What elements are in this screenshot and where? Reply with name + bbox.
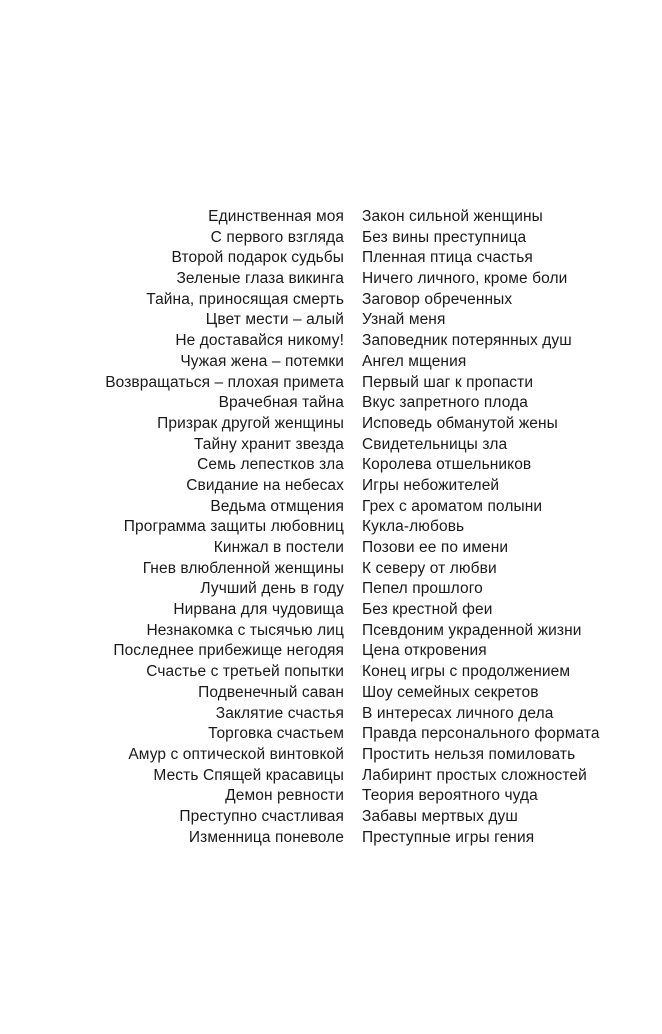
book-title: Врачебная тайна [218,394,344,412]
book-title: Зеленые глаза викинга [176,270,344,288]
book-title: Кинжал в постели [213,539,344,556]
book-title: Шоу семейных секретов [362,683,539,701]
book-title: Конец игры с продолжением [362,663,571,681]
book-title: Торговка счастьем [208,725,344,743]
book-title: Исповедь обманутой жены [362,414,558,432]
title-list-right [362,207,600,848]
book-title: Свидание на небесах [186,476,344,494]
book-title: Свидетельницы зла [362,435,508,453]
book-title: Теория вероятного чуда [362,787,538,805]
book-title: Чужая жена – потемки [180,352,344,370]
book-title: Без крестной феи [362,601,493,619]
book-title: Второй подарок судьбы [171,249,344,267]
book-title: Демон ревности [225,787,344,805]
book-title: Изменница поневоле [188,828,344,846]
book-title: Псевдоним украденной жизни [362,621,582,639]
book-title: Тайну хранит звезда [193,435,344,453]
book-title: Возвращаться – плохая примета [105,373,344,391]
book-title: Семь лепестков зла [197,456,344,474]
book-title: Гнев влюбленной женщины [142,559,344,577]
book-title: К северу от любви [362,559,497,577]
book-title: С первого взгляда [210,228,344,246]
book-title: Подвенечный саван [198,683,344,701]
book-title: Цена откровения [362,642,487,660]
book-title: Преступные игры гения [362,828,535,846]
book-title: Без вины преступница [362,228,527,246]
book-title: Последнее прибежище негодяя [113,642,344,660]
book-title: Правда персонального формата [362,725,600,743]
book-title: Первый шаг к пропасти [362,373,534,391]
title-list-left [105,207,344,848]
book-title: Месть Спящей красавицы [153,766,344,784]
book-title: Лучший день в году [200,580,344,598]
book-title: Ангел мщения [362,352,467,370]
book-title: Счастье с третьей попытки [146,663,344,681]
book-title: Ведьма отмщения [210,497,344,515]
book-title: Игры небожителей [362,476,500,494]
book-title: Заклятие счастья [215,704,344,722]
book-title: Заговор обреченных [362,290,513,308]
book-title: Королева отшельников [362,456,532,474]
book-title: Единственная моя [208,208,344,225]
book-title: Забавы мертвых душ [362,807,518,825]
book-title: Не доставайся никому! [175,332,344,350]
book-title: Заповедник потерянных душ [362,332,572,350]
book-title: Тайна, приносящая смерть [146,290,344,308]
book-title: Закон сильной женщины [362,208,543,225]
book-title: Цвет мести – алый [205,311,344,329]
book-title: Кукла-любовь [362,518,465,536]
book-title: Простить нельзя помиловать [362,745,576,763]
book-title: Призрак другой женщины [157,414,344,432]
book-title: Вкус запретного плода [362,394,528,412]
book-title: Пепел прошлого [362,580,483,598]
book-title: Узнай меня [362,311,446,329]
book-title: Лабиринт простых сложностей [362,766,587,784]
book-title: Пленная птица счастья [362,249,533,267]
book-title: Грех с ароматом полыни [362,497,543,515]
book-title: Незнакомка с тысячью лиц [146,621,344,639]
book-title: Программа защиты любовниц [123,518,344,536]
book-title: В интересах личного дела [362,704,554,722]
book-title: Амур с оптической винтовкой [128,745,344,763]
book-title: Ничего личного, кроме боли [362,270,568,288]
book-title: Преступно счастливая [179,807,344,825]
book-title: Нирвана для чудовища [173,601,344,619]
book-title: Позови ее по имени [362,539,509,556]
